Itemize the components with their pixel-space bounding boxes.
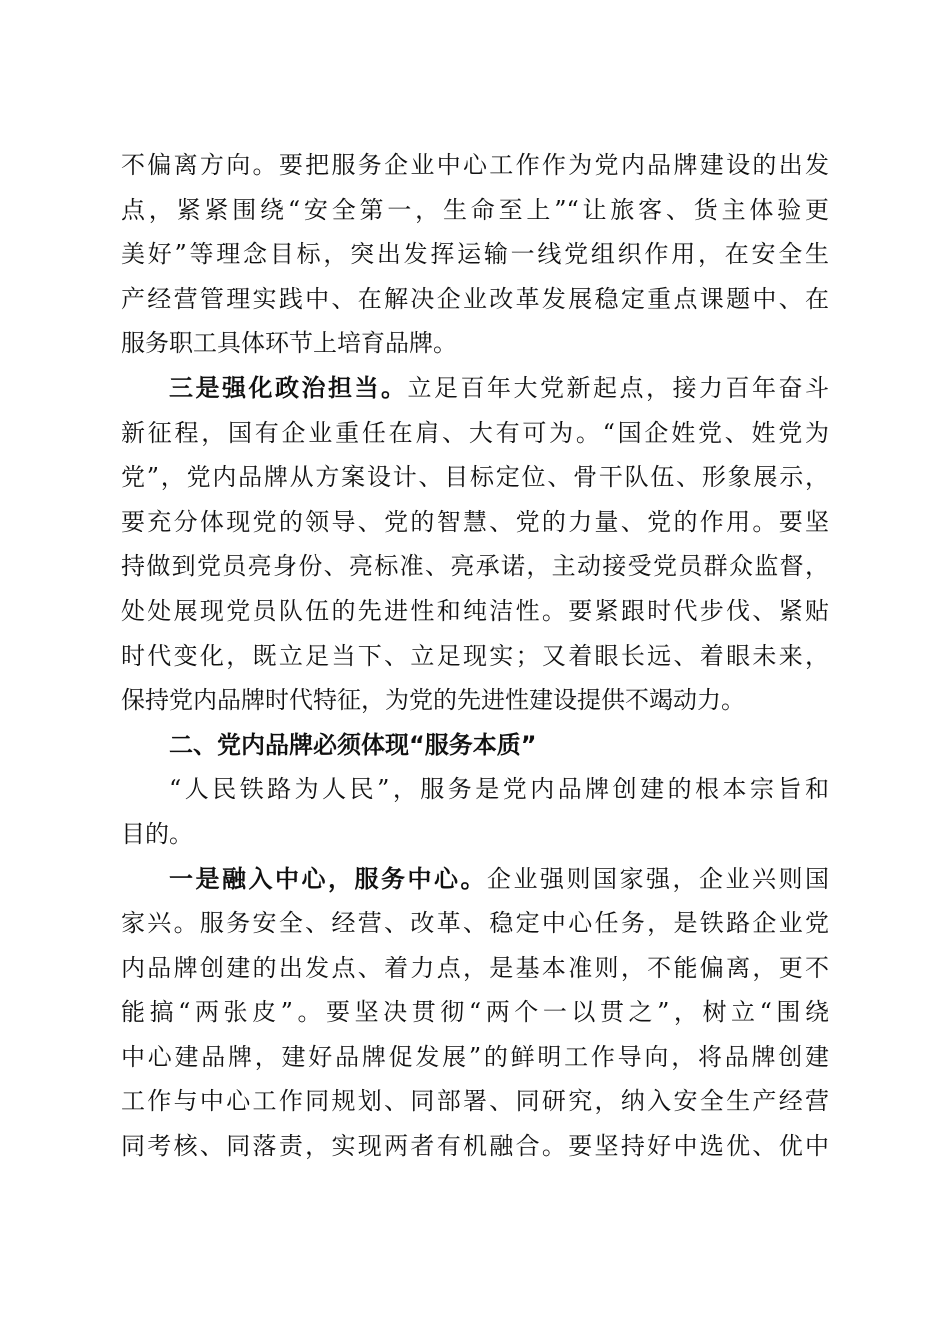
text-line: 保持党内品牌时代特征，为党的先进性建设提供不竭动力。 (121, 686, 745, 715)
section-heading: 二、党内品牌必须体现“服务本质” (169, 730, 537, 759)
text-line: 能搞“两张皮”。要坚决贯彻“两个一以贯之”，树立“围绕 (121, 998, 829, 1027)
paragraph-lead: 一是融入中心，服务中心。 (169, 863, 487, 893)
text-line: 工作与中心工作同规划、同部署、同研究，纳入安全生产经营 (121, 1087, 829, 1116)
text-line: 处处展现党员队伍的先进性和纯洁性。要紧跟时代步伐、紧贴 (121, 596, 829, 625)
text-line: 不偏离方向。要把服务企业中心工作作为党内品牌建设的出发 (121, 151, 829, 179)
text-line: 服务职工具体环节上培育品牌。 (121, 329, 457, 358)
text-line: 内品牌创建的出发点、着力点，是基本准则，不能偏离，更不 (121, 953, 829, 982)
text-line: 产经营管理实践中、在解决企业改革发展稳定重点课题中、在 (121, 284, 829, 313)
paragraph-lead-line (121, 366, 829, 411)
paragraph-lead-line (121, 857, 829, 902)
text-line: 持做到党员亮身份、亮标准、亮承诺，主动接受党员群众监督， (121, 552, 829, 581)
text-line: 目的。 (121, 819, 193, 848)
paragraph-lead: 三是强化政治担当。 (169, 372, 408, 402)
text-line-rest: 立足百年大党新起点，接力百年奋斗 (407, 373, 829, 402)
text-line: 同考核、同落责，实现两者有机融合。要坚持好中选优、优中 (121, 1132, 829, 1161)
text-line: 美好”等理念目标，突出发挥运输一线党组织作用，在安全生 (121, 240, 829, 269)
text-line: 中心建品牌，建好品牌促发展”的鲜明工作导向，将品牌创建 (121, 1042, 829, 1071)
text-line: 家兴。服务安全、经营、改革、稳定中心任务，是铁路企业党 (121, 909, 829, 938)
body-text (121, 143, 829, 1169)
text-line: 新征程，国有企业重任在肩、大有可为。“国企姓党、姓党为 (121, 418, 829, 447)
text-line: 时代变化，既立足当下、立足现实；又着眼长远、着眼未来， (121, 641, 829, 670)
text-line-rest: 企业强则国家强，企业兴则国 (487, 864, 829, 893)
text-line: 要充分体现党的领导、党的智慧、党的力量、党的作用。要坚 (121, 507, 829, 536)
text-line: 党”，党内品牌从方案设计、目标定位、骨干队伍、形象展示， (121, 463, 829, 492)
text-line: 点，紧紧围绕“安全第一，生命至上”“让旅客、货主体验更 (121, 195, 829, 224)
text-line: “人民铁路为人民”，服务是党内品牌创建的根本宗旨和 (169, 775, 829, 804)
